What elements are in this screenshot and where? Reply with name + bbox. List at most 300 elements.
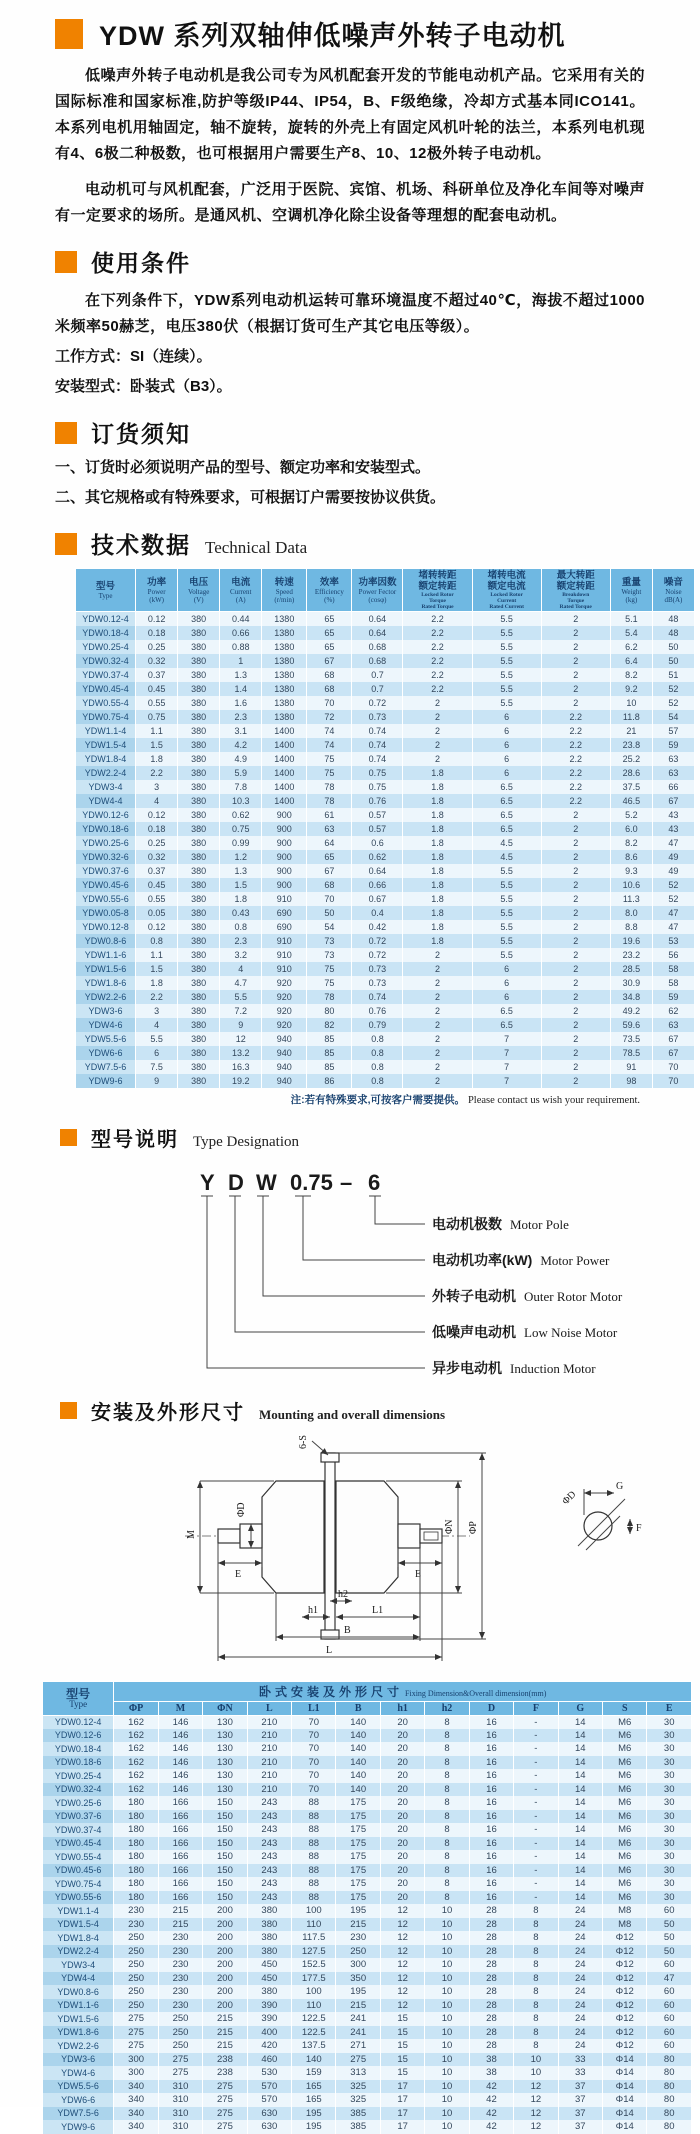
dim-value-cell: 243 [247,1823,291,1837]
dim-value-cell: 8 [425,1850,469,1864]
tech-value-cell: 65 [307,626,352,640]
tech-value-cell: 380 [178,766,220,780]
dim-value-cell: 250 [114,1999,158,2013]
tech-value-cell: 47 [652,920,694,934]
dim-value-cell: 200 [203,1931,247,1945]
tech-row [76,724,695,738]
dim-value-cell: Φ12 [603,1958,647,1972]
tech-value-cell: 25.2 [610,752,652,766]
tech-value-cell: 73 [307,934,352,948]
tech-value-cell: 2.2 [136,990,178,1004]
tech-value-cell: 1.3 [220,668,262,682]
tech-value-cell: 6.5 [472,808,541,822]
dim-value-cell: 630 [247,2120,291,2134]
tech-row [76,1074,695,1088]
dim-value-cell: 20 [380,1783,424,1797]
tech-value-cell: 1380 [262,640,307,654]
tech-value-cell: 2.2 [403,668,472,682]
tech-value-cell: 0.12 [136,920,178,934]
dim-value-cell: Φ12 [603,2026,647,2040]
tech-value-cell: 2 [541,1018,610,1032]
tech-value-cell: 1.5 [136,738,178,752]
tech-row [76,682,695,696]
tech-value-cell: 1380 [262,696,307,710]
tech-value-cell: 65 [307,640,352,654]
tech-value-cell: 0.73 [352,710,403,724]
tech-value-cell: 7 [472,1074,541,1088]
dim-value-cell: 16 [469,1850,513,1864]
tech-value-cell: 1.8 [403,864,472,878]
dim-value-cell: 28 [469,1999,513,2013]
tech-row [76,822,695,836]
dim-row [43,2039,692,2053]
dim-value-cell: 16 [469,1891,513,1905]
tech-value-cell: 52 [652,696,694,710]
tech-value-cell: 7.8 [220,780,262,794]
dim-value-cell: 275 [114,2026,158,2040]
dim-value-cell: 165 [292,2080,336,2094]
dim-value-cell: 130 [203,1729,247,1743]
tech-value-cell: 2 [541,696,610,710]
dim-value-cell: 180 [114,1850,158,1864]
dim-value-cell: 24 [558,1945,602,1959]
dim-value-cell: 250 [114,1931,158,1945]
tech-value-cell: 0.45 [136,878,178,892]
tech-col-header: 功率 Power (kW) [136,569,178,612]
dim-value-cell: 10 [425,1931,469,1945]
dim-type-cell: YDW2.2-4 [43,1945,114,1959]
dim-value-cell: 570 [247,2080,291,2094]
table-note [0,1092,640,1107]
dim-value-cell: 8 [514,2012,558,2026]
tech-type-cell: YDW0.45-6 [76,878,136,892]
tech-value-cell: 7 [472,1046,541,1060]
tech-type-cell: YDW1.1-4 [76,724,136,738]
tech-value-cell: 380 [178,906,220,920]
tech-value-cell: 910 [262,934,307,948]
dim-value-cell: 215 [203,2012,247,2026]
dim-value-cell: 10 [425,2107,469,2121]
tech-value-cell: 5.5 [472,892,541,906]
dim-col-header: G [558,1701,602,1715]
tech-value-cell: 380 [178,780,220,794]
tech-value-cell: 16.3 [220,1060,262,1074]
dim-value-cell: 140 [292,2053,336,2067]
tech-value-cell: 98 [610,1074,652,1088]
dim-value-cell: 15 [380,2053,424,2067]
tech-type-cell: YDW0.32-4 [76,654,136,668]
tech-value-cell: 64 [307,836,352,850]
dim-value-cell: - [514,1783,558,1797]
dim-value-cell: 250 [114,1972,158,1986]
tech-col-header: 电流 Current (A) [220,569,262,612]
dim-value-cell: 215 [158,1904,202,1918]
tech-value-cell: 2.3 [220,934,262,948]
tech-value-cell: 380 [178,850,220,864]
tech-value-cell: 0.74 [352,738,403,752]
dim-value-cell: 15 [380,2039,424,2053]
dim-type-cell: YDW1.5-6 [43,2012,114,2026]
dim-value-cell: 162 [114,1783,158,1797]
tech-value-cell: 2 [541,682,610,696]
dim-row [43,1783,692,1797]
dim-value-cell: Φ12 [603,1945,647,1959]
tech-value-cell: 5.5 [472,878,541,892]
dim-value-cell: 30 [647,1850,692,1864]
tech-value-cell: 2 [403,948,472,962]
dim-value-cell: 24 [558,1985,602,1999]
dim-value-cell: 28 [469,1958,513,1972]
tech-value-cell: 940 [262,1032,307,1046]
tech-value-cell: 1.8 [403,920,472,934]
code-part-power: 0.75 [290,1169,333,1195]
dim-value-cell: 130 [203,1715,247,1729]
designation-label: 外转子电动机 Outer Rotor Motor [432,1287,623,1304]
dim-value-cell: 24 [558,1918,602,1932]
table-note-en: Please contact us wish your requirement. [467,1094,640,1106]
tech-value-cell: 28.6 [610,766,652,780]
dim-value-cell: 100 [292,1985,336,1999]
tech-value-cell: 47 [652,906,694,920]
tech-value-cell: 4.5 [472,850,541,864]
dim-value-cell: 166 [158,1823,202,1837]
dim-value-cell: 28 [469,2026,513,2040]
dim-value-cell: 180 [114,1823,158,1837]
dim-value-cell: 10 [425,1945,469,1959]
dim-row [43,2026,692,2040]
tech-col-header: 重量 Weight (kg) [610,569,652,612]
dim-col-header: ΦN [203,1701,247,1715]
tech-value-cell: 1380 [262,654,307,668]
dim-type-cell: YDW0.8-6 [43,1985,114,1999]
tech-value-cell: 2 [541,948,610,962]
tech-value-cell: 0.25 [136,836,178,850]
dim-row [43,1985,692,1999]
dim-row [43,1958,692,1972]
tech-value-cell: 0.12 [136,612,178,626]
tech-value-cell: 5.5 [472,682,541,696]
tech-value-cell: 6.5 [472,1004,541,1018]
tech-value-cell: 10 [610,696,652,710]
tech-value-cell: 380 [178,878,220,892]
dim-value-cell: 200 [203,1918,247,1932]
dim-row [43,1904,692,1918]
tech-value-cell: 0.75 [220,822,262,836]
dim-value-cell: - [514,1742,558,1756]
dim-value-cell: 380 [247,1918,291,1932]
tech-value-cell: 2 [403,696,472,710]
tech-value-cell: 78 [307,780,352,794]
tech-value-cell: 2 [403,724,472,738]
tech-value-cell: 1.8 [403,850,472,864]
dim-value-cell: 162 [114,1742,158,1756]
dim-value-cell: 140 [336,1729,380,1743]
page-title: YDW 系列双轴伸低噪声外转子电动机 [99,21,566,51]
dim-value-cell: 8 [425,1756,469,1770]
dim-value-cell: 166 [158,1810,202,1824]
tech-value-cell: 380 [178,864,220,878]
tech-value-cell: 52 [652,682,694,696]
tech-value-cell: 6 [472,976,541,990]
dim-value-cell: 30 [647,1891,692,1905]
tech-value-cell: 380 [178,1060,220,1074]
dim-value-cell: Φ14 [603,2093,647,2107]
orange-bullet-icon [55,533,77,555]
dim-L: L [326,1644,333,1656]
dim-value-cell: - [514,1877,558,1891]
tech-value-cell: 2 [541,626,610,640]
section-title-en: Technical Data [205,538,308,557]
tech-value-cell: 380 [178,920,220,934]
tech-value-cell: 1380 [262,626,307,640]
dim-value-cell: 146 [158,1729,202,1743]
dim-col-header: D [469,1701,513,1715]
dim-row [43,2080,692,2094]
tech-value-cell: 0.32 [136,654,178,668]
tech-value-cell: 2.2 [403,640,472,654]
tech-value-cell: 380 [178,808,220,822]
dim-value-cell: 8 [514,1972,558,1986]
tech-value-cell: 0.57 [352,822,403,836]
tech-value-cell: 4.2 [220,738,262,752]
tech-value-cell: 5.5 [472,668,541,682]
dim-value-cell: 12 [380,1985,424,1999]
dim-value-cell: 20 [380,1837,424,1851]
dim-value-cell: 310 [158,2120,202,2134]
tech-value-cell: 0.99 [220,836,262,850]
dim-value-cell: 310 [158,2107,202,2121]
tech-value-cell: 59.6 [610,1018,652,1032]
tech-value-cell: 2 [403,962,472,976]
dim-value-cell: M6 [603,1850,647,1864]
tech-value-cell: 53 [652,934,694,948]
tech-value-cell: 900 [262,836,307,850]
dim-value-cell: 195 [336,1904,380,1918]
tech-value-cell: 2 [541,990,610,1004]
dim-value-cell: 8 [425,1769,469,1783]
dim-value-cell: 162 [114,1729,158,1743]
dim-B: B [344,1624,351,1636]
tech-type-cell: YDW1.5-6 [76,962,136,976]
tech-value-cell: 34.8 [610,990,652,1004]
dim-value-cell: 243 [247,1891,291,1905]
dim-value-cell: 37 [558,2107,602,2121]
tech-value-cell: 1.8 [136,976,178,990]
dim-value-cell: 215 [336,1918,380,1932]
tech-col-header: 型号 Type [76,569,136,612]
tech-type-cell: YDW1.1-6 [76,948,136,962]
dim-value-cell: 17 [380,2120,424,2134]
dim-value-cell: 30 [647,1783,692,1797]
tech-value-cell: 74 [307,724,352,738]
tech-value-cell: 2 [541,668,610,682]
tech-value-cell: 0.43 [220,906,262,920]
tech-value-cell: 2 [541,976,610,990]
tech-value-cell: 1400 [262,724,307,738]
tech-value-cell: 2 [541,906,610,920]
dim-value-cell: 300 [336,1958,380,1972]
dim-value-cell: 243 [247,1837,291,1851]
dim-value-cell: Φ14 [603,2080,647,2094]
dim-value-cell: - [514,1823,558,1837]
dim-value-cell: 166 [158,1837,202,1851]
dim-value-cell: 8 [425,1877,469,1891]
tech-row [76,962,695,976]
tech-type-cell: YDW9-6 [76,1074,136,1088]
dim-type-cell: YDW1.1-4 [43,1904,114,1918]
tech-value-cell: 0.66 [352,878,403,892]
dim-type-cell: YDW0.25-4 [43,1769,114,1783]
tech-value-cell: 6 [472,738,541,752]
dim-value-cell: 28 [469,2039,513,2053]
tech-value-cell: 6.5 [472,794,541,808]
tech-value-cell: 4.7 [220,976,262,990]
dim-value-cell: 30 [647,1742,692,1756]
tech-value-cell: 6 [472,962,541,976]
orange-bullet-icon [60,1402,77,1419]
dim-value-cell: 243 [247,1810,291,1824]
tech-col-header: 转速 Speed (r/min) [262,569,307,612]
dim-value-cell: 8 [425,1864,469,1878]
tech-value-cell: 380 [178,948,220,962]
tech-row [76,808,695,822]
section-title-en: Type Designation [193,1133,300,1150]
dim-value-cell: 152.5 [292,1958,336,1972]
dim-type-cell: YDW2.2-6 [43,2039,114,2053]
dim-value-cell: 88 [292,1850,336,1864]
ordering-item-1: 一、订货时必须说明产品的型号、额定功率和安装型式。 [55,459,431,476]
dim-value-cell: 530 [247,2066,291,2080]
dim-value-cell: Φ12 [603,2012,647,2026]
tech-value-cell: 0.67 [352,892,403,906]
dim-value-cell: 165 [292,2093,336,2107]
tech-value-cell: 5.5 [472,612,541,626]
dim-value-cell: 250 [158,2026,202,2040]
designation-label: 电动机功率(kW) Motor Power [432,1251,610,1268]
dim-value-cell: 200 [203,1904,247,1918]
dim-value-cell: 37 [558,2120,602,2134]
tech-value-cell: 920 [262,1018,307,1032]
dim-value-cell: 47 [647,1972,692,1986]
dim-value-cell: 24 [558,1972,602,1986]
dim-value-cell: 122.5 [292,2026,336,2040]
tech-value-cell: 0.55 [136,696,178,710]
tech-value-cell: 5.5 [472,654,541,668]
dim-value-cell: 275 [114,2039,158,2053]
dim-col-header: h2 [425,1701,469,1715]
dim-value-cell: 243 [247,1850,291,1864]
dim-value-cell: - [514,1756,558,1770]
tech-value-cell: 68 [307,878,352,892]
dim-value-cell: 250 [114,1958,158,1972]
tech-value-cell: 2 [541,892,610,906]
dim-value-cell: 310 [158,2080,202,2094]
tech-value-cell: 0.37 [136,864,178,878]
tech-col-header: 堵转转距 额定转距 Locked Rotor Torque Rated Torque [403,569,472,612]
tech-value-cell: 5.1 [610,612,652,626]
dim-value-cell: Φ12 [603,1985,647,1999]
tech-value-cell: 37.5 [610,780,652,794]
tech-type-cell: YDW0.18-4 [76,626,136,640]
tech-value-cell: 2 [541,864,610,878]
tech-row [76,864,695,878]
tech-value-cell: 690 [262,920,307,934]
tech-value-cell: 9.3 [610,864,652,878]
dim-value-cell: 70 [292,1729,336,1743]
tech-value-cell: 2.2 [136,766,178,780]
tech-type-cell: YDW0.05-8 [76,906,136,920]
tech-value-cell: 2 [541,850,610,864]
tech-value-cell: 5.5 [472,864,541,878]
dim-row [43,1891,692,1905]
dim-value-cell: 20 [380,1850,424,1864]
dim-row [43,1796,692,1810]
tech-value-cell: 2 [541,962,610,976]
dim-value-cell: 24 [558,1958,602,1972]
dim-row [43,1837,692,1851]
dim-value-cell: 200 [203,1958,247,1972]
dim-value-cell: 37 [558,2080,602,2094]
dim-value-cell: 350 [336,1972,380,1986]
tech-value-cell: 6.5 [472,1018,541,1032]
tech-value-cell: 1.8 [403,808,472,822]
tech-value-cell: 59 [652,990,694,1004]
dim-value-cell: 15 [380,2066,424,2080]
tech-row [76,738,695,752]
tech-value-cell: 5.5 [472,626,541,640]
dim-value-cell: 80 [647,2053,692,2067]
tech-value-cell: 5.5 [472,640,541,654]
tech-value-cell: 66 [652,780,694,794]
tech-value-cell: 380 [178,752,220,766]
dim-value-cell: 12 [514,2080,558,2094]
tech-value-cell: 49 [652,850,694,864]
dim-value-cell: 80 [647,2093,692,2107]
dim-value-cell: 10 [514,2066,558,2080]
tech-value-cell: 0.75 [352,780,403,794]
dim-value-cell: 60 [647,1985,692,1999]
tech-value-cell: 0.74 [352,752,403,766]
tech-value-cell: 2 [403,1074,472,1088]
dim-value-cell: M6 [603,1742,647,1756]
dim-phiP: ΦP [468,1520,479,1534]
tech-value-cell: 380 [178,1032,220,1046]
dim-value-cell: 14 [558,1756,602,1770]
tech-value-cell: 23.8 [610,738,652,752]
tech-type-cell: YDW2.2-4 [76,766,136,780]
tech-value-cell: 6 [472,710,541,724]
dim-value-cell: 146 [158,1769,202,1783]
tech-value-cell: 3 [136,780,178,794]
tech-value-cell: 1.8 [403,892,472,906]
dim-phiD: ΦD [236,1501,247,1517]
dim-value-cell: 30 [647,1729,692,1743]
dim-value-cell: 50 [647,1945,692,1959]
tech-value-cell: 8.6 [610,850,652,864]
dim-value-cell: 14 [558,1891,602,1905]
tech-value-cell: 0.42 [352,920,403,934]
tech-value-cell: 74 [307,738,352,752]
tech-value-cell: 19.2 [220,1074,262,1088]
tech-value-cell: 67 [652,794,694,808]
dim-col-header: L1 [292,1701,336,1715]
dim-value-cell: 275 [114,2012,158,2026]
dim-value-cell: 230 [114,1918,158,1932]
tech-value-cell: 2 [403,1004,472,1018]
tech-value-cell: 2.2 [541,738,610,752]
dim-value-cell: 340 [114,2080,158,2094]
tech-value-cell: 2 [541,1060,610,1074]
